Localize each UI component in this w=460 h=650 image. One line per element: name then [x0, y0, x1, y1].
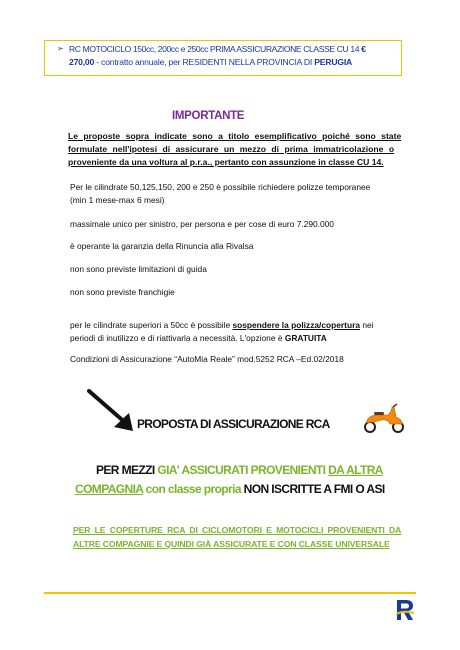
note-5: non sono previste limitazioni di guida — [70, 264, 207, 274]
note-1-line-2: formulate nell'ipotesi di assicurare un mezzo di prima immatricolazione o — [68, 144, 395, 154]
offer-price: 270,00 — [69, 57, 95, 67]
note-7-suffix: nei — [360, 320, 374, 330]
heading-dark-part: NON ISCRITTE A FMI O ASI — [243, 482, 385, 496]
note-7-text: per le cilindrate superiori a 50cc è possibile — [70, 320, 233, 330]
offer-title: RC MOTOCICLO 150cc, 200cc e 250cc PRIMA ASSICURAZIONE CLASSE CU 14 — [69, 44, 360, 54]
secondary-heading-line-1 — [96, 463, 383, 477]
note-6: non sono previste franchigie — [70, 287, 175, 297]
note-2-line-2: (min 1 mese-max 6 mesi) — [70, 195, 165, 205]
coverage-note-line-2: ALTRE COMPAGNIE E QUINDI GIÀ ASSICURATE E CON CLASSE UNIVERSALE — [73, 539, 390, 549]
proposal-title: PROPOSTA DI ASSICURAZIONE RCA — [137, 417, 330, 431]
scooter-icon — [360, 403, 408, 433]
euro-symbol: € — [361, 44, 366, 54]
heading-underlined-part: DA ALTRA — [328, 463, 383, 477]
heading-dark-part: PER MEZZI — [96, 463, 158, 477]
section-heading-importante: IMPORTANTE — [172, 110, 245, 122]
secondary-heading-line-2 — [75, 482, 385, 496]
insurance-conditions-reference: Condizioni di Assicurazione “AutoMia Reale” mod.5252 RCA –Ed.02/2018 — [70, 354, 344, 364]
note-7-line-1 — [70, 320, 374, 330]
heading-green-part: GIA' ASSICURATI PROVENIENTI — [157, 463, 329, 477]
offer-description: - contratto annuale, per RESIDENTI NELLA PROVINCIA DI — [94, 57, 315, 67]
note-7-line-2 — [70, 333, 327, 343]
note-2-line-1: Per le cilindrate 50,125,150, 200 e 250 è possibile richiedere polizze temporanee — [70, 182, 371, 192]
free-option-label: GRATUITA — [284, 333, 327, 343]
note-3: massimale unico per sinistro, per persona e per cose di euro 7.290.000 — [70, 219, 334, 229]
reale-logo-icon — [394, 598, 416, 622]
suspend-policy-emphasis: sospendere la polizza/copertura — [232, 320, 360, 330]
note-1-line-3: proveniente da una voltura al p.r.a., pertanto con assunzione in classe CU 14. — [68, 157, 384, 167]
note-4: è operante la garanzia della Rinuncia alla Rivalsa — [70, 241, 254, 251]
footer-divider — [44, 592, 416, 594]
coverage-note-line-1: PER LE COPERTURE RCA DI CICLOMOTORI E MOTOCICLI PROVENIENTI DA — [73, 525, 402, 535]
offer-place: PERUGIA — [314, 57, 353, 67]
note-7-l2-text: periodi di inutilizzo e di riattivarla a necessità. L'opzione è — [70, 333, 285, 343]
offer-line-2 — [69, 57, 352, 67]
diagonal-arrow-icon — [86, 388, 138, 434]
heading-green-part: con classe propria — [142, 482, 244, 496]
heading-underlined-part: COMPAGNIA — [75, 482, 143, 496]
note-1-line-1: Le proposte sopra indicate sono a titolo esemplificativo poiché sono state — [68, 131, 402, 141]
arrow-bullet-icon: ➢ — [57, 44, 64, 53]
offer-line-1 — [69, 44, 365, 54]
